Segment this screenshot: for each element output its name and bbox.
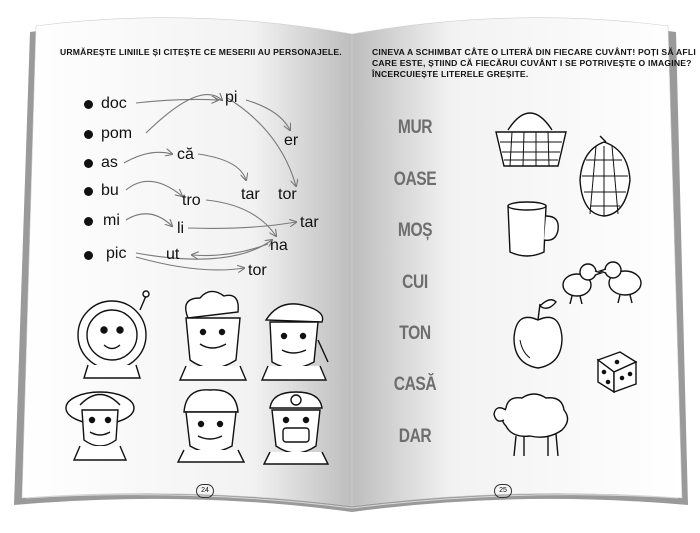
puzzle-word: MOȘ	[397, 220, 433, 241]
syllable: că	[177, 146, 194, 163]
right-instruction-line3: ÎNCERCUIEȘTE LITERELE GREȘITE.	[372, 69, 529, 79]
puzzle-word: CASĂ	[393, 374, 437, 395]
syllable: tro	[182, 192, 201, 209]
syllable: tor	[248, 262, 267, 279]
dice-illustration	[598, 352, 636, 392]
syllable: li	[177, 220, 185, 237]
pine-cone-illustration	[580, 136, 630, 216]
sheep-illustration	[494, 394, 568, 456]
page-number-right: 25	[494, 484, 512, 498]
syllable: er	[284, 132, 299, 149]
start-word: pom	[101, 125, 133, 142]
start-word: pic	[106, 245, 127, 262]
page-number-left: 24	[196, 484, 214, 498]
puzzle-word: MUR	[397, 117, 433, 138]
syllable: tar	[300, 214, 319, 231]
start-word: mi	[103, 212, 120, 229]
syllable: pi	[225, 89, 238, 106]
basket-illustration	[496, 113, 566, 166]
mug-illustration	[508, 202, 558, 256]
puzzle-word: OASE	[393, 169, 437, 190]
start-word: doc	[101, 95, 127, 112]
syllable: tor	[278, 186, 297, 203]
start-word: as	[101, 154, 118, 171]
start-word: bu	[101, 182, 119, 199]
puzzle-word: TON	[399, 323, 431, 344]
apple-illustration	[514, 300, 562, 368]
syllable: ut	[166, 246, 180, 263]
right-instruction-line1: CINEVA A SCHIMBAT CÂTE O LITERĂ DIN FIECARE CUVÂNT! POȚI SĂ AFLI	[372, 47, 696, 57]
chicks-illustration	[563, 262, 641, 304]
puzzle-word: DAR	[398, 426, 432, 447]
right-instruction-line2: CARE ESTE, ȘTIIND CĂ FIECĂRUI CUVÂNT I SE POTRIVEȘTE O IMAGINE?	[372, 58, 692, 68]
left-instruction: URMĂREȘTE LINIILE ȘI CITEȘTE CE MESERII AU PERSONAJELE.	[60, 47, 342, 57]
syllable: na	[270, 237, 288, 254]
syllable: tar	[241, 186, 260, 203]
puzzle-word: CUI	[402, 272, 428, 293]
